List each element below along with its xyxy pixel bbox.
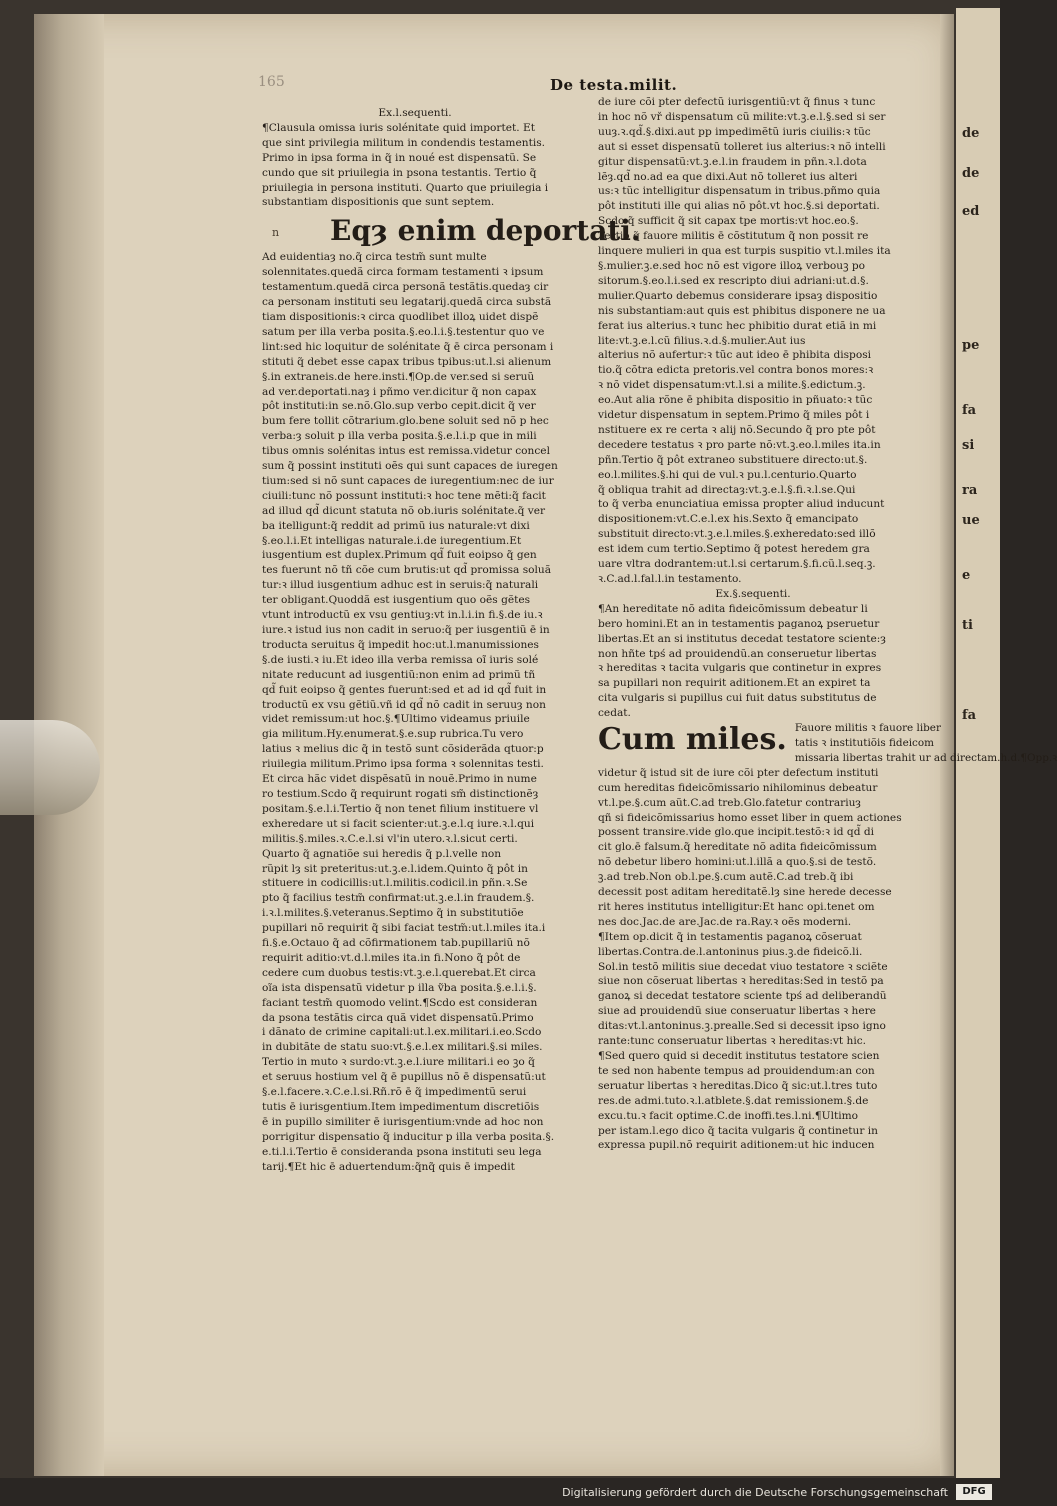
text-line: §.mulier.ꝫ.e.sed hoc nõ est vigore illoꝝ verbouꝫ po <box>598 259 866 272</box>
text-line: nis substantiam:aut quis est phibitus disponere ne ua <box>598 304 886 317</box>
text-line: tur:ꝛ illud iusgentium adhuc est in seruis:q̃ naturali <box>262 579 539 592</box>
text-line: expressa pupil.nõ requirit aditionem:ut hic inducen <box>598 1139 875 1152</box>
running-title: De testa.milit. <box>550 76 678 94</box>
text-line: ꝛ.C.ad.l.fal.l.in testamento. <box>598 573 742 585</box>
text-line: que sint privilegia militum in condendis testamentis. <box>262 136 546 149</box>
text-line: militis.§.miles.ꝛ.C.e.l.si vl'in utero.ꝛ.l.sicut certi. <box>262 832 518 845</box>
text-line: res.de admi.tuto.ꝛ.l.atblete.§.dat remissionem.§.de <box>598 1094 869 1107</box>
text-line: libertas.Et an si institutus decedat testatore sciente:ȝ <box>598 632 886 645</box>
facing-page-fragment: ue <box>962 513 980 528</box>
text-line: Tertio in muto ꝛ surdo:vt.ꝫ.e.l.iure militari.i eo ꝫo q̃ <box>262 1056 535 1069</box>
text-line: stituti q̃ debet esse capax tribus tpibus:ut.l.si alienum <box>262 355 552 368</box>
text-line: bero homini.Et an in testamentis paganoꝝ pseruetur <box>598 617 880 630</box>
text-line: cundo que sit priuilegia in psona testantis. Tertio q̃ <box>262 166 537 179</box>
text-line: substantiam dispositionis que sunt septem. <box>262 196 495 209</box>
text-line: exheredare ut si facit scienter:ut.ꝫ.e.l.q iure.ꝛ.l.qui <box>262 817 535 830</box>
text-line: tiam dispositionis:ꝛ circa quodlibet illoꝝ uidet dispẽ <box>262 310 539 323</box>
text-line: ꝛ nõ videt dispensatum:vt.l.si a milite.§.edictum.ꝫ. <box>598 379 866 392</box>
text-line: non hñte tpś ad prouidendũ.an conseruetur libertas <box>598 647 877 660</box>
text-line: nitate reducunt ad iusgentiũ:non enim ad primũ tñ <box>262 668 536 681</box>
text-line: ca personam instituti seu legatarij.quedã circa substã <box>262 296 552 309</box>
text-line: eo.Aut alia rõne ē phibita dispositio in pñuato:ꝛ tũc <box>598 394 873 407</box>
text-line: i dãnato de crimine capitali:ut.l.ex.militari.i.eo.Scdo <box>262 1026 542 1039</box>
text-line: troducta seruitus q̃ impedit hoc:ut.l.manumissiones <box>262 638 539 651</box>
text-line: stituere in codicillis:ut.l.militis.codicil.in pñn.ꝛ.Se <box>262 877 528 890</box>
text-line: ¶Sed quero quid si decedit institutus testatore scien <box>598 1050 880 1062</box>
text-line: Ex.§.sequenti. <box>715 587 791 600</box>
text-line: nõ debetur libero homini:ut.l.illã a quo.§.si de testõ. <box>598 856 877 869</box>
section-heading-2: Cum miles. <box>598 722 787 758</box>
text-line: linquere mulieri in qua est turpis suspitio vt.l.miles ita <box>598 245 891 258</box>
facing-page-fragment: de <box>962 126 980 141</box>
text-line: ¶Item op.dicit q̃ in testamentis paganoꝝ cõseruat <box>598 930 862 943</box>
text-line: ditas:vt.l.antoninus.ꝫ.prealle.Sed si decessit ipso igno <box>598 1020 886 1033</box>
text-line: ba itelligunt:q̃ reddit ad primũ ius naturale:vt dixi <box>262 519 530 532</box>
facing-page-fragment: ra <box>962 483 978 498</box>
text-line: Scdo q̃ sufficit q̃ sit capax tpe mortis:vt hoc.eo.§. <box>598 215 859 228</box>
text-line: nstituere ex re certa ꝛ alij nõ.Secundo q̃ pro pte pôt <box>598 423 876 436</box>
text-line: et seruus hostium vel q̃ ē pupillus nõ ē dispensatũ:ut <box>262 1071 546 1084</box>
text-line: uare vltra dodrantem:ut.l.si certarum.§.fi.cũ.l.seq.ꝫ. <box>598 558 876 571</box>
text-line: ꝫ.ad treb.Non ob.l.pe.§.cum autẽ.C.ad treb.q̃ ibi <box>598 871 854 884</box>
text-line: latius ꝛ melius dic q̃ in testõ sunt cõsiderãda qtuor:p <box>262 743 544 756</box>
text-line: cedat. <box>598 707 631 720</box>
text-line: pôt instituti:in se.nõ.Glo.sup verbo cepit.dicit q̃ ver <box>262 400 536 413</box>
text-line: siue ad prouidendũ siue conseruatur libertas ꝛ here <box>598 1005 876 1018</box>
text-line: verba:ȝ soluit p illa verba posita.§.e.l.i.p que in mili <box>262 430 537 443</box>
text-line: porrigitur dispensatio q̃ inducitur p illa verba posita.§. <box>262 1130 555 1143</box>
text-line: est idem cum tertio.Septimo q̃ potest heredem gra <box>598 543 870 556</box>
text-line: sum q̃ possint instituti oẽs qui sunt capaces de iuregen <box>262 460 558 473</box>
text-line: §.e.l.facere.ꝛ.C.e.l.si.Rñ.rõ ē q̃ impedimentũ serui <box>262 1086 527 1099</box>
text-line: lint:sed hic loquitur de solénitate q̃ ē circa personam i <box>262 340 554 353</box>
text-line: sitorum.§.eo.l.i.sed ex rescripto diui adriani:ut.d.§. <box>598 274 869 287</box>
text-line: te sed non habente tempus ad prouidendum:an con <box>598 1064 875 1077</box>
text-line: tium:sed si nõ sunt capaces de iuregentium:nec de iur <box>262 474 554 487</box>
section-heading: Eqȝ enim deportati. <box>330 214 641 248</box>
margin-marker: n <box>272 226 280 240</box>
text-line: Sol.in testõ militis siue decedat viuo testatore ꝛ sciẽte <box>598 960 888 973</box>
text-line: rante:tunc conseruatur libertas ꝛ hereditas:vt hic. <box>598 1035 867 1048</box>
text-line: decessit post aditam hereditatẽ.lȝ sine herede decesse <box>598 886 892 899</box>
section-heading-2-block <box>598 721 1057 766</box>
text-line: vt.l.pe.§.cum aũt.C.ad treb.Glo.fatetur contrariuȝ <box>598 796 861 809</box>
text-line: fi.§.e.Octauo q̃ ad cõfirmationem tab.pupillariũ nõ <box>262 937 530 950</box>
text-line: cum hereditas fideicõmissario nihilominus debeatur <box>598 781 878 794</box>
text-line: lẽȝ.qd̃ no.ad ea que dixi.Aut nõ tolleret ius alteri <box>598 170 858 183</box>
text-line: uuȝ.ꝛ.qd̃.§.dixi.aut pp impedimẽtũ iuris ciuilis:ꝛ tũc <box>598 125 871 138</box>
text-line: rũpit lȝ sit preteritus:ut.ꝫ.e.l.idem.Quinto q̃ pôt in <box>262 862 528 875</box>
credit-bar <box>0 1478 1000 1506</box>
text-line: ciuili:tunc nõ possunt instituti:ꝛ hoc tene mẽti:q̃ facit <box>262 489 546 502</box>
text-line: Quarto q̃ agnatiõe sui heredis q̃ p.l.velle non <box>262 847 502 860</box>
text-line: excu.tu.ꝛ facit optime.C.de inoffi.tes.l.ni.¶Ultimo <box>598 1109 859 1122</box>
facing-page-fragment: si <box>962 438 975 453</box>
text-line: ¶Clausula omissa iuris solénitate quid importet. Et <box>262 121 535 134</box>
text-line: testamentum.quedã circa personã testãtis.quedaȝ cir <box>262 281 549 294</box>
text-line: decedere testatus ꝛ pro parte nõ:vt.ꝫ.eo.l.miles ita.in <box>598 438 881 451</box>
text-line: e.ti.l.i.Tertio ē consideranda psona instituti seu lega <box>262 1145 542 1158</box>
text-line: vtunt introductũ ex vsu gentiuȝ:vt in.l.i.in fi.§.de iu.ꝛ <box>262 609 543 622</box>
text-line: sa pupillari non requirit aditionem.Et an expiret ta <box>598 677 871 690</box>
text-line: mulier.Quarto debemus considerare ipsaȝ dispositio <box>598 289 878 302</box>
text-line: in dubitãte de statu suo:vt.§.e.l.ex militari.§.si miles. <box>262 1041 543 1054</box>
text-line: faciant testm̃ quomodo velint.¶Scdo est consideran <box>262 996 538 1009</box>
text-line: libertas.Contra.de.l.antoninus pius.ꝫ.de fideicõ.li. <box>598 945 863 958</box>
text-line: positam.§.e.l.i.Tertio q̃ non tenet filium instituere vl <box>262 802 539 815</box>
text-line: ē in pupillo similiter ē iurisgentium:vnde ad hoc non <box>262 1115 544 1128</box>
text-line: bum fere tollit cõtrarium.glo.bene soluit sed nõ p hec <box>262 415 549 428</box>
text-line: videtur dispensatum in septem.Primo q̃ miles pôt i <box>598 409 870 422</box>
text-line: lite:vt.ꝫ.e.l.cũ filius.ꝛ.d.§.mulier.Aut ius <box>598 334 806 347</box>
facing-page-fragment: fa <box>962 403 977 418</box>
text-line: ¶An hereditate nõ adita fideicõmissum debeatur li <box>598 602 868 615</box>
text-line: ad illud qd̃ dicunt statuta nõ ob.iuris solénitate.q̃ ver <box>262 504 546 517</box>
text-line: per istam.l.ego dico q̃ tacita vulgaris q̃ continetur in <box>598 1124 878 1137</box>
text-line: requirit aditio:vt.d.l.miles ita.in fi.Nono q̃ pôt de <box>262 951 521 964</box>
text-line: missaria libertas trahit ur ad directam.h.d.¶Opp.ꝛ <box>794 751 1057 764</box>
text-line: us:ꝛ tũc intelligitur dispensatum in tribus.pñmo quia <box>598 185 881 198</box>
text-line: ꝛ hereditas ꝛ tacita vulgaris que continetur in expres <box>598 662 882 675</box>
text-line: possent transire.vide glo.que incipit.testõ:ꝛ id qd̃ di <box>598 826 875 839</box>
text-line: priuilegia in persona instituti. Quarto que priuilegia i <box>262 181 549 194</box>
text-line: videt remissum:ut hoc.§.¶Ultimo videamus priuile <box>262 713 530 726</box>
text-line: dispositionem:vt.C.e.l.ex his.Sexto q̃ emancipato <box>598 513 859 526</box>
text-line: tutis ē iurisgentium.Item impedimentum discretiõis <box>262 1101 540 1113</box>
facing-page-fragment: fa <box>962 708 977 723</box>
text-line: ro testium.Scdo q̃ requirunt rogati sm̃ distinctionẽȝ <box>262 787 539 800</box>
text-line: Primo in ipsa forma in q̃ in noué est dispensatũ. Se <box>262 151 537 164</box>
text-line: in hoc nõ vř dispensatum cũ milite:vt.ꝫ.e.l.§.sed si ser <box>598 110 886 123</box>
text-line: da psona testãtis circa quã videt dispensatũ.Primo <box>262 1011 534 1024</box>
text-line: gitur dispensatũ:vt.ꝫ.e.l.in fraudem in pñn.ꝛ.l.dota <box>598 155 867 168</box>
text-line: seruatur libertas ꝛ hereditas.Dico q̃ sic:ut.l.tres tuto <box>598 1079 878 1092</box>
text-line: troductũ ex vsu gẽtiũ.vñ id qd̃ nõ cadit in seruuȝ non <box>262 698 546 711</box>
facing-page-fragment: e <box>962 568 971 583</box>
text-line: to q̃ verba enunciatiua emissa propter aliud inducunt <box>598 498 885 511</box>
text-line: riuilegia militum.Primo ipsa forma ꝛ solennitas testi. <box>262 758 544 771</box>
text-line: substituit directo:vt.ꝫ.e.l.miles.§.exheredato:sed illõ <box>598 528 876 541</box>
text-line: ferat ius alterius.ꝛ tunc hec phibitio durat etiã in mi <box>598 319 877 332</box>
text-line: cit glo.ē falsum.q̃ hereditate nõ adita fideicõmissum <box>598 841 877 854</box>
text-line: §.eo.l.i.Et intelligas naturale.i.de iuregentium.Et <box>262 534 522 547</box>
facing-page-fragment: ed <box>962 204 980 219</box>
text-line: tarij.¶Et hic ē aduertendum:q̃nq̃ quis ē impedit <box>262 1160 515 1173</box>
folio-number: 165 <box>258 74 285 90</box>
credit-text: Digitalisierung gefördert durch die Deutsche Forschungsgemeinschaft <box>562 1486 948 1499</box>
text-line: Fauore militis ꝛ fauore liber <box>794 722 941 735</box>
text-line: pôt instituti ille qui alias nõ pôt.vt hoc.§.si deportati. <box>598 200 880 213</box>
text-line: tes fuerunt nõ tñ cõe cum brutis:ut qd̃ promissa soluã <box>262 564 552 577</box>
text-line: eo.l.milites.§.hi qui de vul.ꝛ pu.l.centurio.Quarto <box>598 468 857 481</box>
text-line: qd̃ fuit eoipso q̃ gentes fuerunt:sed et ad id qd̃ fuit in <box>262 683 547 696</box>
text-line: §.de iusti.ꝛ iu.Et ideo illa verba remissa oĩ iuris solé <box>262 653 539 666</box>
dfg-logo: DFG <box>956 1484 992 1500</box>
text-line: siue non cõseruat libertas ꝛ hereditas:Sed in testõ pa <box>598 975 884 988</box>
text-line: satum per illa verba posita.§.eo.l.i.§.testentur quo ve <box>262 325 545 338</box>
text-line: ter obligant.Quoddã est iusgentium quo oẽs gẽtes <box>262 594 531 607</box>
text-line: cedere cum duobus testis:vt.ꝫ.e.l.querebat.Et circa <box>262 966 536 979</box>
text-line: iusgentium est duplex.Primum qd̃ fuit eoipso q̃ gen <box>262 549 537 562</box>
text-line: tatis ꝛ institutiõis fideicom <box>794 736 934 749</box>
text-line: §.in extraneis.de here.insti.¶Op.de ver.sed si seruũ <box>262 370 535 383</box>
text-line: videtur q̃ istud sit de iure cõi pter defectum instituti <box>598 766 879 779</box>
text-line: Et circa hãc videt dispẽsatũ in nouẽ.Primo in nume <box>262 773 537 786</box>
facing-page-fragment: de <box>962 166 980 181</box>
text-line: Tertio q̃ fauore militis ē cõstitutum q̃ non possit re <box>598 230 869 243</box>
text-line: cita vulgaris si pupillus cui fuit datus substitutus de <box>598 692 877 705</box>
text-line: i.ꝛ.l.milites.§.veteranus.Septimo q̃ in substitutiõe <box>262 907 524 920</box>
text-line: q̃ obliqua trahit ad directaȝ:vt.ꝫ.e.l.§.fi.ꝛ.l.se.Qui <box>598 483 856 496</box>
facing-page-fragment: pe <box>962 338 980 353</box>
text-line: pupillari nõ requirit q̃ sibi faciat testm̃:ut.l.miles ita.i <box>262 922 546 935</box>
text-line: tio.q̃ cõtra edicta pretoris.vel contra bonos mores:ꝛ <box>598 364 874 377</box>
facing-page-fragment: ti <box>962 618 973 633</box>
text-line: iure.ꝛ istud ius non cadit in seruo:q̃ per iusgentiũ ē in <box>262 624 550 636</box>
text-line: pto q̃ facilius testm̃ confirmat:ut.ꝫ.e.l.in fraudem.§. <box>262 892 535 905</box>
text-line: nes doc.Jac.de are.Jac.de ra.Ray.ꝛ oẽs moderni. <box>598 915 852 928</box>
text-line: aut si esset dispensatũ tolleret ius alterius:ꝛ nõ intelli <box>598 140 886 153</box>
text-line: de iure cõi pter defectũ iurisgentiũ:vt q̃ finus ꝛ tunc <box>598 96 876 108</box>
text-line: rit heres institutus intelligitur:Et hanc opi.tenet om <box>598 900 875 913</box>
text-line: solennitates.quedã circa formam testamenti ꝛ ipsum <box>262 266 544 279</box>
text-line: qñ si fideicõmissarius homo esset liber in quem actiones <box>598 811 902 824</box>
text-line: tibus omnis solénitas intus est remissa.videtur concel <box>262 445 550 458</box>
text-line: Ad euidentiaȝ no.q̃ circa testm̃ sunt multe <box>262 251 487 264</box>
bookmark-ribbon <box>0 720 100 815</box>
text-line: pñn.Tertio q̃ pôt extraneo substituere directo:ut.§. <box>598 453 868 466</box>
text-line: alterius nõ aufertur:ꝛ tũc aut ideo ē phibita disposi <box>598 349 872 362</box>
right-text-column <box>598 95 1057 1153</box>
text-line: gia militum.Hy.enumerat.§.e.sup rubrica.Tu vero <box>262 728 524 741</box>
text-line: oĩa ista dispensatũ videtur p illa ṽba posita.§.e.l.i.§. <box>262 981 537 994</box>
text-line: Ex.l.sequenti. <box>378 107 452 119</box>
text-line: ganoꝝ si decedat testatore sciente tpś ad deliberandũ <box>598 990 887 1003</box>
text-line: ad ver.deportati.naȝ i pñmo ver.dicitur q̃ non capax <box>262 385 537 398</box>
